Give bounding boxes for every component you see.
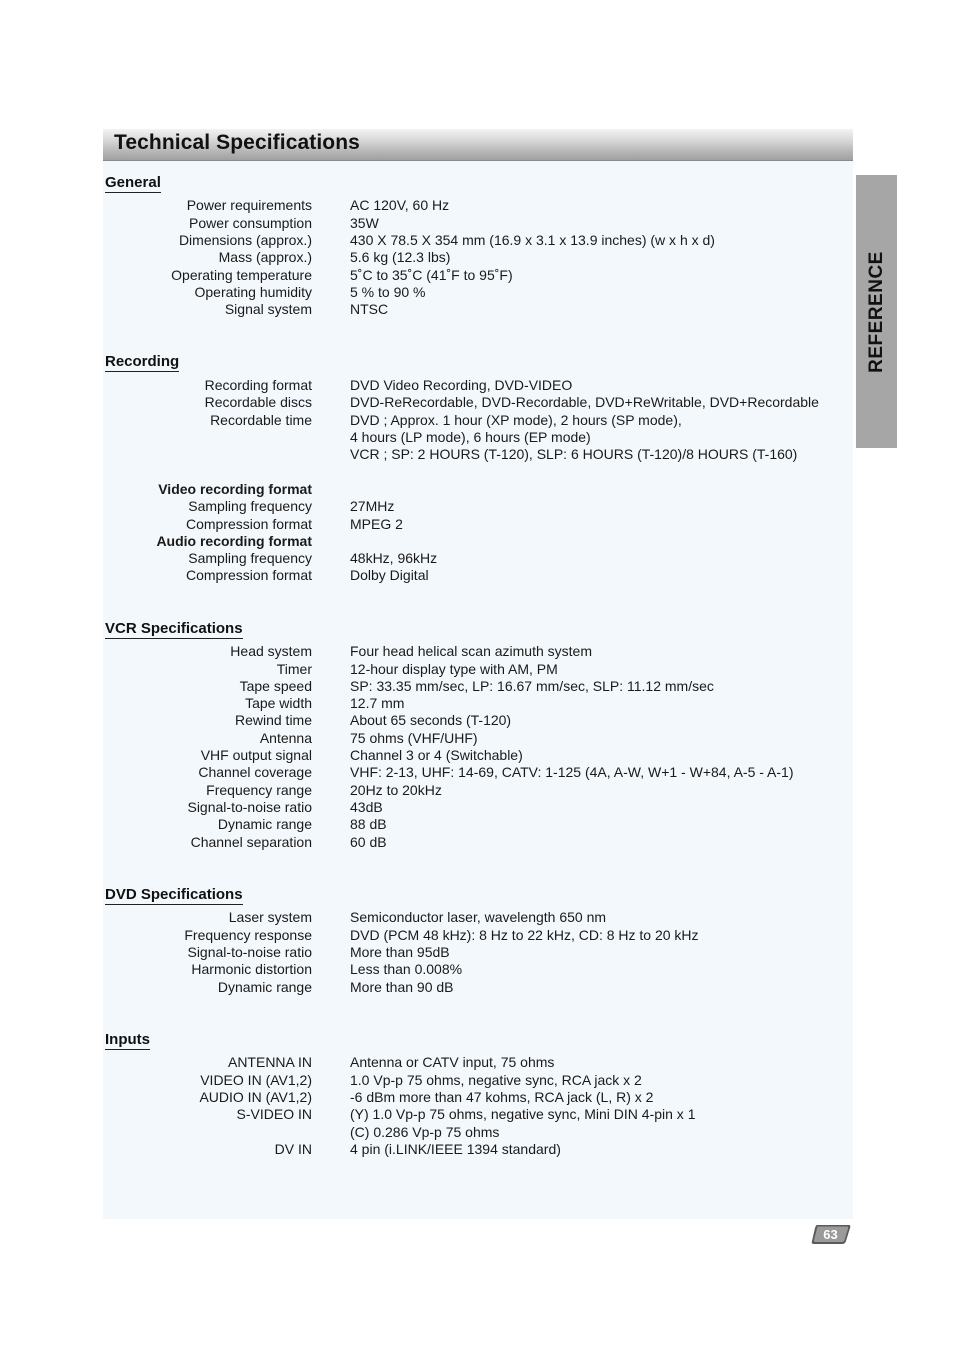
spec-value: DVD-ReRecordable, DVD-Recordable, DVD+ReWritable, DVD+Recordable — [350, 394, 819, 410]
spec-value: 5 % to 90 % — [350, 284, 426, 300]
spec-row — [0, 909, 954, 926]
spec-row — [0, 567, 954, 584]
spec-row — [0, 301, 954, 318]
spec-row — [0, 747, 954, 764]
spec-row — [0, 429, 954, 446]
spec-row — [0, 412, 954, 429]
spec-label: Laser system — [228, 909, 312, 925]
spec-label: Dimensions (approx.) — [178, 232, 312, 248]
page-title: Technical Specifications — [114, 131, 360, 154]
spec-label: Recordable discs — [204, 394, 312, 410]
spec-label: Frequency range — [206, 782, 312, 798]
spec-label: Operating humidity — [194, 284, 312, 300]
spec-label: Harmonic distortion — [191, 961, 312, 977]
spec-value: 60 dB — [350, 834, 387, 850]
spec-value: 1.0 Vp-p 75 ohms, negative sync, RCA jack x 2 — [350, 1072, 642, 1088]
spec-label: Compression format — [185, 516, 312, 532]
spec-row — [0, 764, 954, 781]
spec-label: Timer — [276, 661, 312, 677]
spec-label: Signal system — [224, 301, 312, 317]
spec-value: About 65 seconds (T-120) — [350, 712, 512, 728]
spec-label: Signal-to-noise ratio — [187, 799, 312, 815]
spec-label: Channel coverage — [198, 764, 312, 780]
section-heading-recording: Recording — [105, 353, 180, 370]
spec-value: VHF: 2-13, UHF: 14-69, CATV: 1-125 (4A, A-W, W+1 - W+84, A-5 - A-1) — [350, 764, 794, 780]
spec-row — [0, 481, 954, 498]
spec-label: DV IN — [274, 1141, 312, 1157]
spec-label: ANTENNA IN — [227, 1054, 312, 1070]
spec-value: 4 pin (i.LINK/IEEE 1394 standard) — [350, 1141, 561, 1157]
spec-value: 12.7 mm — [350, 695, 405, 711]
spec-label: Head system — [230, 643, 312, 659]
spec-row — [0, 1106, 954, 1123]
spec-row — [0, 782, 954, 799]
spec-row — [0, 516, 954, 533]
spec-row — [0, 643, 954, 660]
spec-row — [0, 197, 954, 214]
spec-label: Dynamic range — [217, 816, 312, 832]
page-number: 63 — [823, 1227, 838, 1242]
spec-row — [0, 712, 954, 729]
title-bar — [103, 129, 853, 161]
spec-row — [0, 834, 954, 851]
spec-label: Tape speed — [239, 678, 312, 694]
spec-label: Antenna — [259, 730, 312, 746]
spec-row — [0, 695, 954, 712]
spec-row — [0, 446, 954, 463]
spec-row — [0, 1054, 954, 1071]
spec-row — [0, 267, 954, 284]
spec-value: 5.6 kg (12.3 lbs) — [350, 249, 451, 265]
spec-row — [0, 284, 954, 301]
spec-subheading: Video recording format — [158, 481, 312, 497]
spec-label: AUDIO IN (AV1,2) — [199, 1089, 312, 1105]
spec-value: (Y) 1.0 Vp-p 75 ohms, negative sync, Mini DIN 4-pin x 1 — [350, 1106, 696, 1122]
spec-value: 43dB — [350, 799, 383, 815]
spec-label: Dynamic range — [217, 979, 312, 995]
spec-label: Operating temperature — [171, 267, 312, 283]
spec-value: 430 X 78.5 X 354 mm (16.9 x 3.1 x 13.9 inches) (w x h x d) — [350, 232, 715, 248]
spec-value: AC 120V, 60 Hz — [350, 197, 450, 213]
spec-subheading: Audio recording format — [156, 533, 312, 549]
spec-row — [0, 927, 954, 944]
spec-value: NTSC — [350, 301, 389, 317]
section-heading-general: General — [105, 174, 161, 191]
spec-value: More than 90 dB — [350, 979, 454, 995]
spec-label: Channel separation — [190, 834, 312, 850]
spec-row — [0, 394, 954, 411]
spec-value: SP: 33.35 mm/sec, LP: 16.67 mm/sec, SLP: 11.12 mm/sec — [350, 678, 714, 694]
spec-value: VCR ; SP: 2 HOURS (T-120), SLP: 6 HOURS (T-120)/8 HOURS (T-160) — [350, 446, 798, 462]
spec-value: 5˚C to 35˚C (41˚F to 95˚F) — [350, 267, 513, 283]
spec-row — [0, 377, 954, 394]
spec-row — [0, 979, 954, 996]
spec-value: More than 95dB — [350, 944, 450, 960]
spec-label: Compression format — [185, 567, 312, 583]
spec-row — [0, 944, 954, 961]
spec-value: Dolby Digital — [350, 567, 429, 583]
spec-row — [0, 1072, 954, 1089]
spec-row — [0, 1141, 954, 1158]
spec-row — [0, 816, 954, 833]
spec-label: Frequency response — [184, 927, 312, 943]
spec-value: Less than 0.008% — [350, 961, 463, 977]
spec-value: 27MHz — [350, 498, 395, 514]
spec-value: Semiconductor laser, wavelength 650 nm — [350, 909, 607, 925]
section-heading-dvd: DVD Specifications — [105, 886, 243, 903]
spec-row — [0, 799, 954, 816]
spec-value: 88 dB — [350, 816, 387, 832]
spec-value: Channel 3 or 4 (Switchable) — [350, 747, 523, 763]
spec-value: DVD ; Approx. 1 hour (XP mode), 2 hours (SP mode), — [350, 412, 682, 428]
spec-label: Recordable time — [210, 412, 312, 428]
spec-row — [0, 730, 954, 747]
spec-label: Power requirements — [186, 197, 312, 213]
spec-label: Rewind time — [234, 712, 312, 728]
page-number-badge — [811, 1223, 851, 1245]
spec-row — [0, 498, 954, 515]
spec-value: Antenna or CATV input, 75 ohms — [350, 1054, 555, 1070]
spec-row — [0, 232, 954, 249]
spec-value: 35W — [350, 215, 379, 231]
spec-label: Mass (approx.) — [218, 249, 312, 265]
spec-label: VIDEO IN (AV1,2) — [200, 1072, 312, 1088]
spec-row — [0, 961, 954, 978]
spec-value: Four head helical scan azimuth system — [350, 643, 592, 659]
spec-value: 75 ohms (VHF/UHF) — [350, 730, 478, 746]
spec-row — [0, 249, 954, 266]
spec-label: S-VIDEO IN — [236, 1106, 312, 1122]
spec-row — [0, 215, 954, 232]
section-tab-label: REFERENCE — [865, 250, 887, 373]
spec-label: Tape width — [245, 695, 312, 711]
spec-value: 20Hz to 20kHz — [350, 782, 442, 798]
spec-row — [0, 533, 954, 550]
spec-label: Power consumption — [189, 215, 312, 231]
spec-value: MPEG 2 — [350, 516, 403, 532]
spec-label: Recording format — [204, 377, 312, 393]
spec-label: Sampling frequency — [188, 550, 312, 566]
spec-value: DVD Video Recording, DVD-VIDEO — [350, 377, 573, 393]
spec-row — [0, 661, 954, 678]
spec-value: -6 dBm more than 47 kohms, RCA jack (L, R) x 2 — [350, 1089, 654, 1105]
spec-row — [0, 678, 954, 695]
spec-label: Sampling frequency — [188, 498, 312, 514]
section-heading-inputs: Inputs — [105, 1031, 150, 1048]
spec-row — [0, 1089, 954, 1106]
spec-value: DVD (PCM 48 kHz): 8 Hz to 22 kHz, CD: 8 Hz to 20 kHz — [350, 927, 699, 943]
spec-row — [0, 1124, 954, 1141]
spec-value: 12-hour display type with AM, PM — [350, 661, 558, 677]
spec-label: VHF output signal — [200, 747, 312, 763]
spec-value: 4 hours (LP mode), 6 hours (EP mode) — [350, 429, 591, 445]
spec-label: Signal-to-noise ratio — [187, 944, 312, 960]
section-heading-vcr: VCR Specifications — [105, 620, 243, 637]
spec-row — [0, 550, 954, 567]
spec-value: (C) 0.286 Vp-p 75 ohms — [350, 1124, 500, 1140]
spec-value: 48kHz, 96kHz — [350, 550, 438, 566]
